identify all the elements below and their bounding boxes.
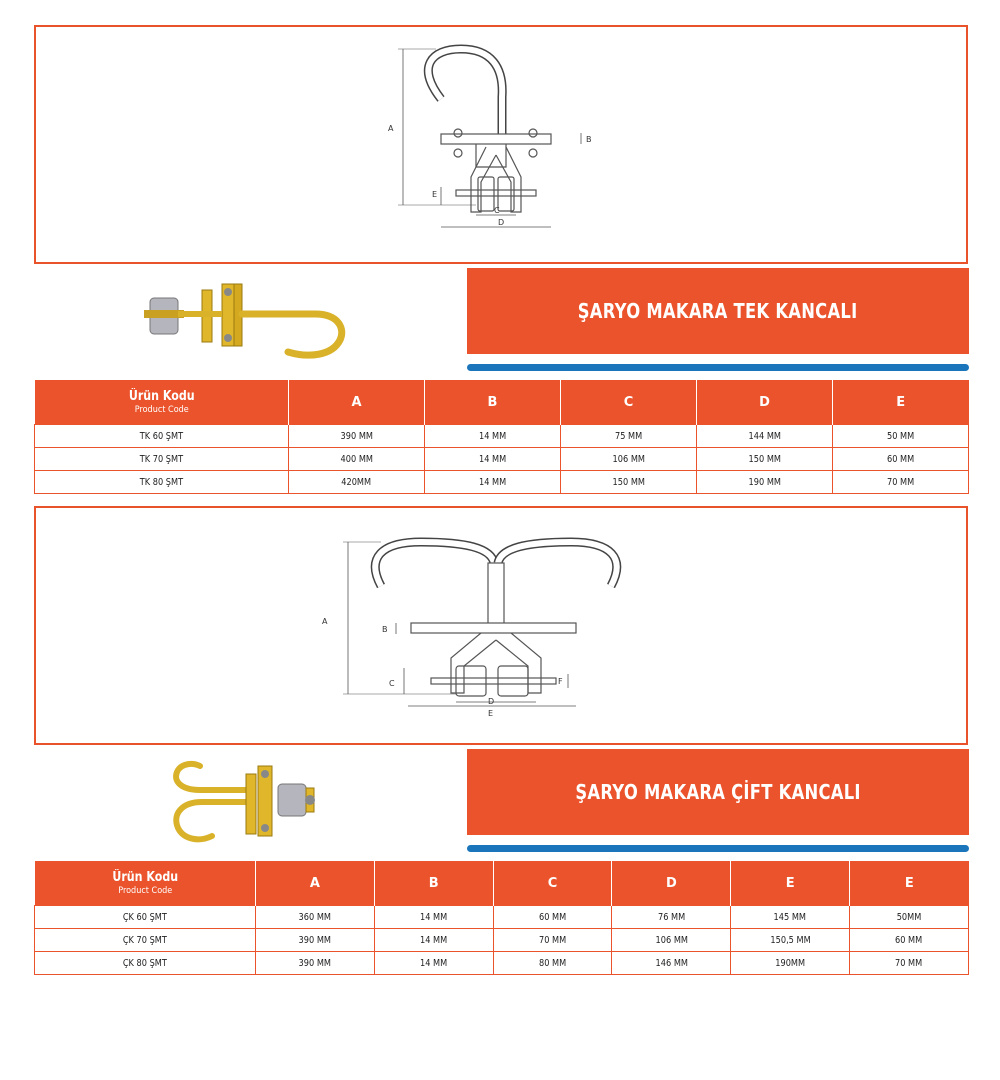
cell-code: TK 70 ŞMT <box>139 453 184 465</box>
header-e: E <box>833 380 969 425</box>
cell-b: 14 MM <box>478 453 507 465</box>
cell-b: 14 MM <box>420 934 448 946</box>
dim-label-d: D <box>498 218 505 227</box>
cell-b: 14 MM <box>478 430 507 442</box>
dim-label-b: B <box>586 135 592 144</box>
section2-title-banner <box>467 749 969 835</box>
cell-a: 390 MM <box>298 934 332 946</box>
cell-c: 60 MM <box>538 911 567 923</box>
cell-code: ÇK 70 ŞMT <box>122 934 168 946</box>
cell-code: ÇK 60 ŞMT <box>122 911 168 923</box>
cell-b: 14 MM <box>478 476 507 488</box>
cell-c: 106 MM <box>612 453 645 465</box>
cell-d: 106 MM <box>655 934 688 946</box>
cell-c: 150 MM <box>612 476 645 488</box>
section1-title: ŞARYO MAKARA TEK KANCALI <box>578 299 858 323</box>
header-product-code: Ürün Kodu Product Code <box>35 380 289 425</box>
double-hook-product-image <box>160 752 360 857</box>
cell-e2: 50MM <box>896 911 922 923</box>
cell-c: 80 MM <box>538 957 567 969</box>
cell-code: TK 60 ŞMT <box>139 430 184 442</box>
header-a: A <box>289 380 425 425</box>
cell-e: 70 MM <box>886 476 915 488</box>
header-e: E <box>731 861 850 906</box>
dim-label-c: C <box>389 679 395 688</box>
cell-c: 75 MM <box>614 430 643 442</box>
header-product-code: Ürün Kodu Product Code <box>35 861 256 906</box>
cell-e2: 60 MM <box>895 934 923 946</box>
cell-e: 190MM <box>775 957 806 969</box>
section1-blue-bar <box>467 364 969 371</box>
table-row <box>35 425 969 448</box>
technical-drawing-single-hook <box>34 25 968 264</box>
cell-d: 150 MM <box>748 453 781 465</box>
section2-spec-table <box>34 861 969 975</box>
dim-label-f: F <box>558 677 563 686</box>
cell-a: 400 MM <box>340 453 373 465</box>
dim-label-d: D <box>488 697 495 706</box>
section2-title: ŞARYO MAKARA ÇİFT KANCALI <box>575 780 861 804</box>
header-e2: E <box>850 861 969 906</box>
table-row <box>35 906 969 929</box>
single-hook-product-image <box>130 270 360 370</box>
cell-e2: 70 MM <box>895 957 923 969</box>
cell-d: 190 MM <box>748 476 781 488</box>
header-d: D <box>697 380 833 425</box>
header-a: A <box>256 861 375 906</box>
header-b: B <box>374 861 493 906</box>
table-row <box>35 448 969 471</box>
dim-label-e: E <box>432 190 438 199</box>
table-row <box>35 929 969 952</box>
section1-spec-table <box>34 380 969 494</box>
cell-e: 145 MM <box>774 911 807 923</box>
section1-title-banner <box>467 268 969 354</box>
technical-drawing-double-hook <box>34 506 968 745</box>
cell-a: 360 MM <box>298 911 332 923</box>
table-row <box>35 471 969 494</box>
cell-b: 14 MM <box>420 957 448 969</box>
table-header-row <box>35 380 969 425</box>
table-row <box>35 952 969 975</box>
dim-label-b: B <box>382 625 388 634</box>
cell-code: TK 80 ŞMT <box>139 476 184 488</box>
section2-blue-bar <box>467 845 969 852</box>
dim-label-e: E <box>488 709 494 718</box>
cell-e: 150,5 MM <box>770 934 811 946</box>
dim-label-c: C <box>494 206 500 215</box>
cell-d: 76 MM <box>657 911 685 923</box>
table-header-row <box>35 861 969 906</box>
cell-a: 390 MM <box>340 430 373 442</box>
cell-code: ÇK 80 ŞMT <box>122 957 168 969</box>
cell-a: 420MM <box>341 476 372 488</box>
cell-d: 144 MM <box>748 430 781 442</box>
header-c: C <box>493 861 612 906</box>
cell-d: 146 MM <box>655 957 688 969</box>
cell-b: 14 MM <box>420 911 448 923</box>
single-hook-drawing <box>36 27 966 262</box>
dim-label-a: A <box>388 124 394 133</box>
dim-label-a: A <box>322 617 328 626</box>
header-c: C <box>561 380 697 425</box>
double-hook-drawing <box>36 508 966 743</box>
header-b: B <box>425 380 561 425</box>
cell-a: 390 MM <box>298 957 332 969</box>
cell-e: 50 MM <box>886 430 915 442</box>
cell-c: 70 MM <box>538 934 567 946</box>
header-d: D <box>612 861 731 906</box>
cell-e: 60 MM <box>886 453 915 465</box>
